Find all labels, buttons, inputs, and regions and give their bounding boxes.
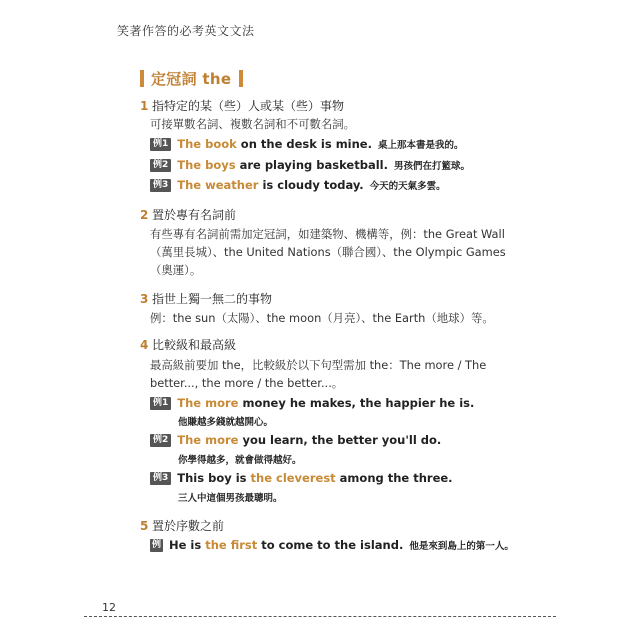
example-badge: 例2 — [150, 434, 171, 447]
title-bar-right — [239, 70, 243, 87]
item-heading-text: 置於序數之前 — [152, 519, 225, 533]
running-head: 笑著作答的必考英文文法 — [117, 24, 255, 38]
example-row — [150, 471, 453, 485]
example-sentence: are playing basketball. — [235, 158, 388, 172]
item-number: 4 — [140, 337, 149, 352]
item-4-body-line-2: better..., the more / the better...。 — [150, 376, 344, 390]
item-4-heading — [140, 336, 236, 353]
example-translation: 你學得越多，就會做得越好。 — [178, 455, 302, 466]
example-badge: 例3 — [150, 179, 171, 192]
item-3-body: 例：the sun（太陽）、the moon（月亮）、the Earth（地球）等。 — [150, 311, 494, 325]
section-title — [140, 67, 243, 89]
example-highlight: the cleverest — [250, 471, 336, 485]
example-translation: 今天的天氣多雲。 — [369, 181, 446, 192]
example-highlight: The book — [177, 137, 237, 151]
item-2-body-line-3: （奧運）。 — [150, 263, 202, 277]
item-5-heading — [140, 517, 224, 534]
example-sentence-pre: He is — [169, 538, 206, 552]
bottom-divider — [84, 616, 556, 617]
item-heading-text: 指特定的某（些）人或某（些）事物 — [152, 99, 345, 113]
example-sentence-pre: This boy is — [177, 471, 251, 485]
item-heading-text: 置於專有名詞前 — [152, 208, 237, 222]
example-sentence: to come to the island. — [257, 538, 404, 552]
title-bar-left — [140, 70, 144, 87]
example-sentence: among the three. — [335, 471, 453, 485]
example-translation: 男孩們在打籃球。 — [393, 161, 470, 172]
example-sentence: money he makes, the happier he is. — [238, 396, 475, 410]
example-row — [150, 158, 470, 172]
item-3-heading — [140, 290, 272, 307]
example-badge: 例1 — [150, 397, 171, 410]
item-4-body-line-1: 最高級前要加 the，比較級於以下句型需加 the：The more / The — [150, 358, 487, 372]
example-badge: 例1 — [150, 138, 171, 151]
item-2-heading — [140, 206, 236, 223]
example-row — [150, 137, 464, 151]
example-row — [150, 396, 474, 410]
example-badge: 例2 — [150, 159, 171, 172]
item-1-heading — [140, 97, 344, 114]
example-translation: 三人中這個男孩最聰明。 — [178, 493, 283, 504]
item-number: 5 — [140, 518, 149, 533]
section-title-text: 定冠詞 the — [151, 69, 232, 88]
example-translation: 他賺越多錢就越開心。 — [178, 417, 274, 428]
example-highlight: The boys — [177, 158, 236, 172]
example-badge: 例3 — [150, 472, 171, 485]
example-highlight: The weather — [177, 178, 259, 192]
item-2-body-line-1: 有些專有名詞前需加定冠詞，如建築物、機構等，例：the Great Wall — [150, 227, 505, 241]
item-heading-text: 指世上獨一無二的事物 — [152, 292, 273, 306]
item-number: 1 — [140, 98, 149, 113]
item-number: 3 — [140, 291, 149, 306]
item-2-body-line-2: （萬里長城）、the United Nations（聯合國）、the Olympic Games — [150, 245, 506, 259]
example-row — [150, 433, 441, 447]
example-highlight: the first — [205, 538, 258, 552]
example-sentence: is cloudy today. — [258, 178, 364, 192]
example-translation: 他是來到島上的第一人。 — [409, 541, 514, 552]
page-number: 12 — [102, 601, 116, 614]
example-highlight: The more — [177, 396, 239, 410]
item-heading-text: 比較級和最高級 — [152, 338, 237, 352]
example-row — [150, 538, 514, 552]
example-translation: 桌上那本書是我的。 — [377, 140, 464, 151]
example-sentence: on the desk is mine. — [236, 137, 372, 151]
example-sentence: you learn, the better you'll do. — [238, 433, 442, 447]
item-number: 2 — [140, 207, 149, 222]
example-badge: 例 — [151, 539, 161, 550]
example-row — [150, 178, 446, 192]
example-highlight: The more — [177, 433, 239, 447]
item-1-body: 可接單數名詞、複數名詞和不可數名詞。 — [150, 117, 356, 131]
